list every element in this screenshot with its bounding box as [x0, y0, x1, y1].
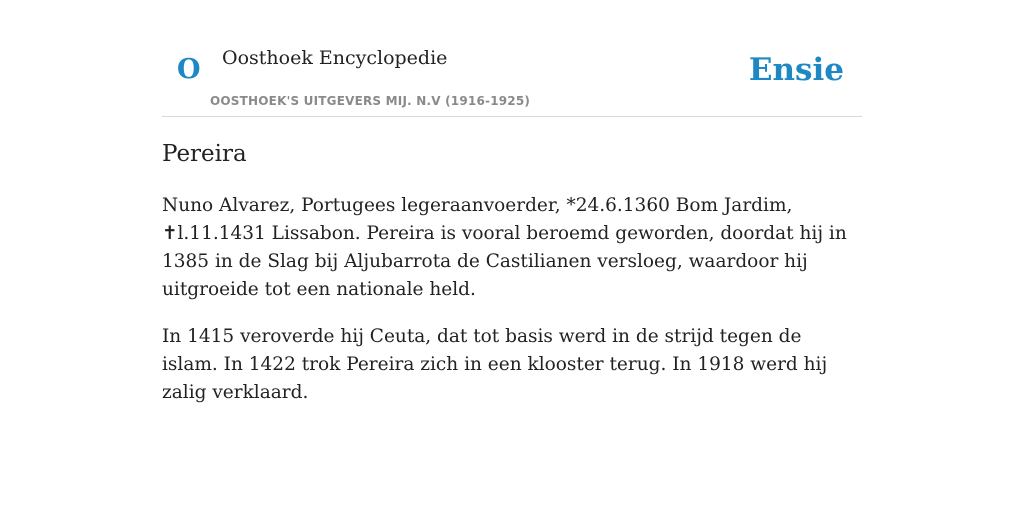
entry-paragraph-2: In 1415 veroverde hij Ceuta, dat tot basis werd in de strijd tegen de islam. In 1422 trok Pereira zich in een klooster terug. In 1918 werd hij zalig verklaard. [162, 326, 828, 403]
entry-title: Pereira [162, 141, 247, 167]
ensie-logo-link[interactable]: Ensie [748, 52, 844, 88]
source-title[interactable]: Oosthoek Encyclopedie [222, 47, 448, 69]
publisher-label: OOSTHOEK'S UITGEVERS MIJ. N.V (1916-1925) [210, 94, 531, 108]
source-logo[interactable]: O [177, 54, 201, 85]
source-header [162, 0, 862, 117]
entry-paragraph-1: Nuno Alvarez, Portugees legeraanvoerder, *24.6.1360 Bom Jardim, ✝l.11.1431 Lissabon. Pereira is vooral beroemd geworden, doordat hij in 1385 in de Slag bij Aljubarrota de Castilianen versloeg, waardoor hij uitgroeide tot een nationale held. [162, 195, 847, 300]
